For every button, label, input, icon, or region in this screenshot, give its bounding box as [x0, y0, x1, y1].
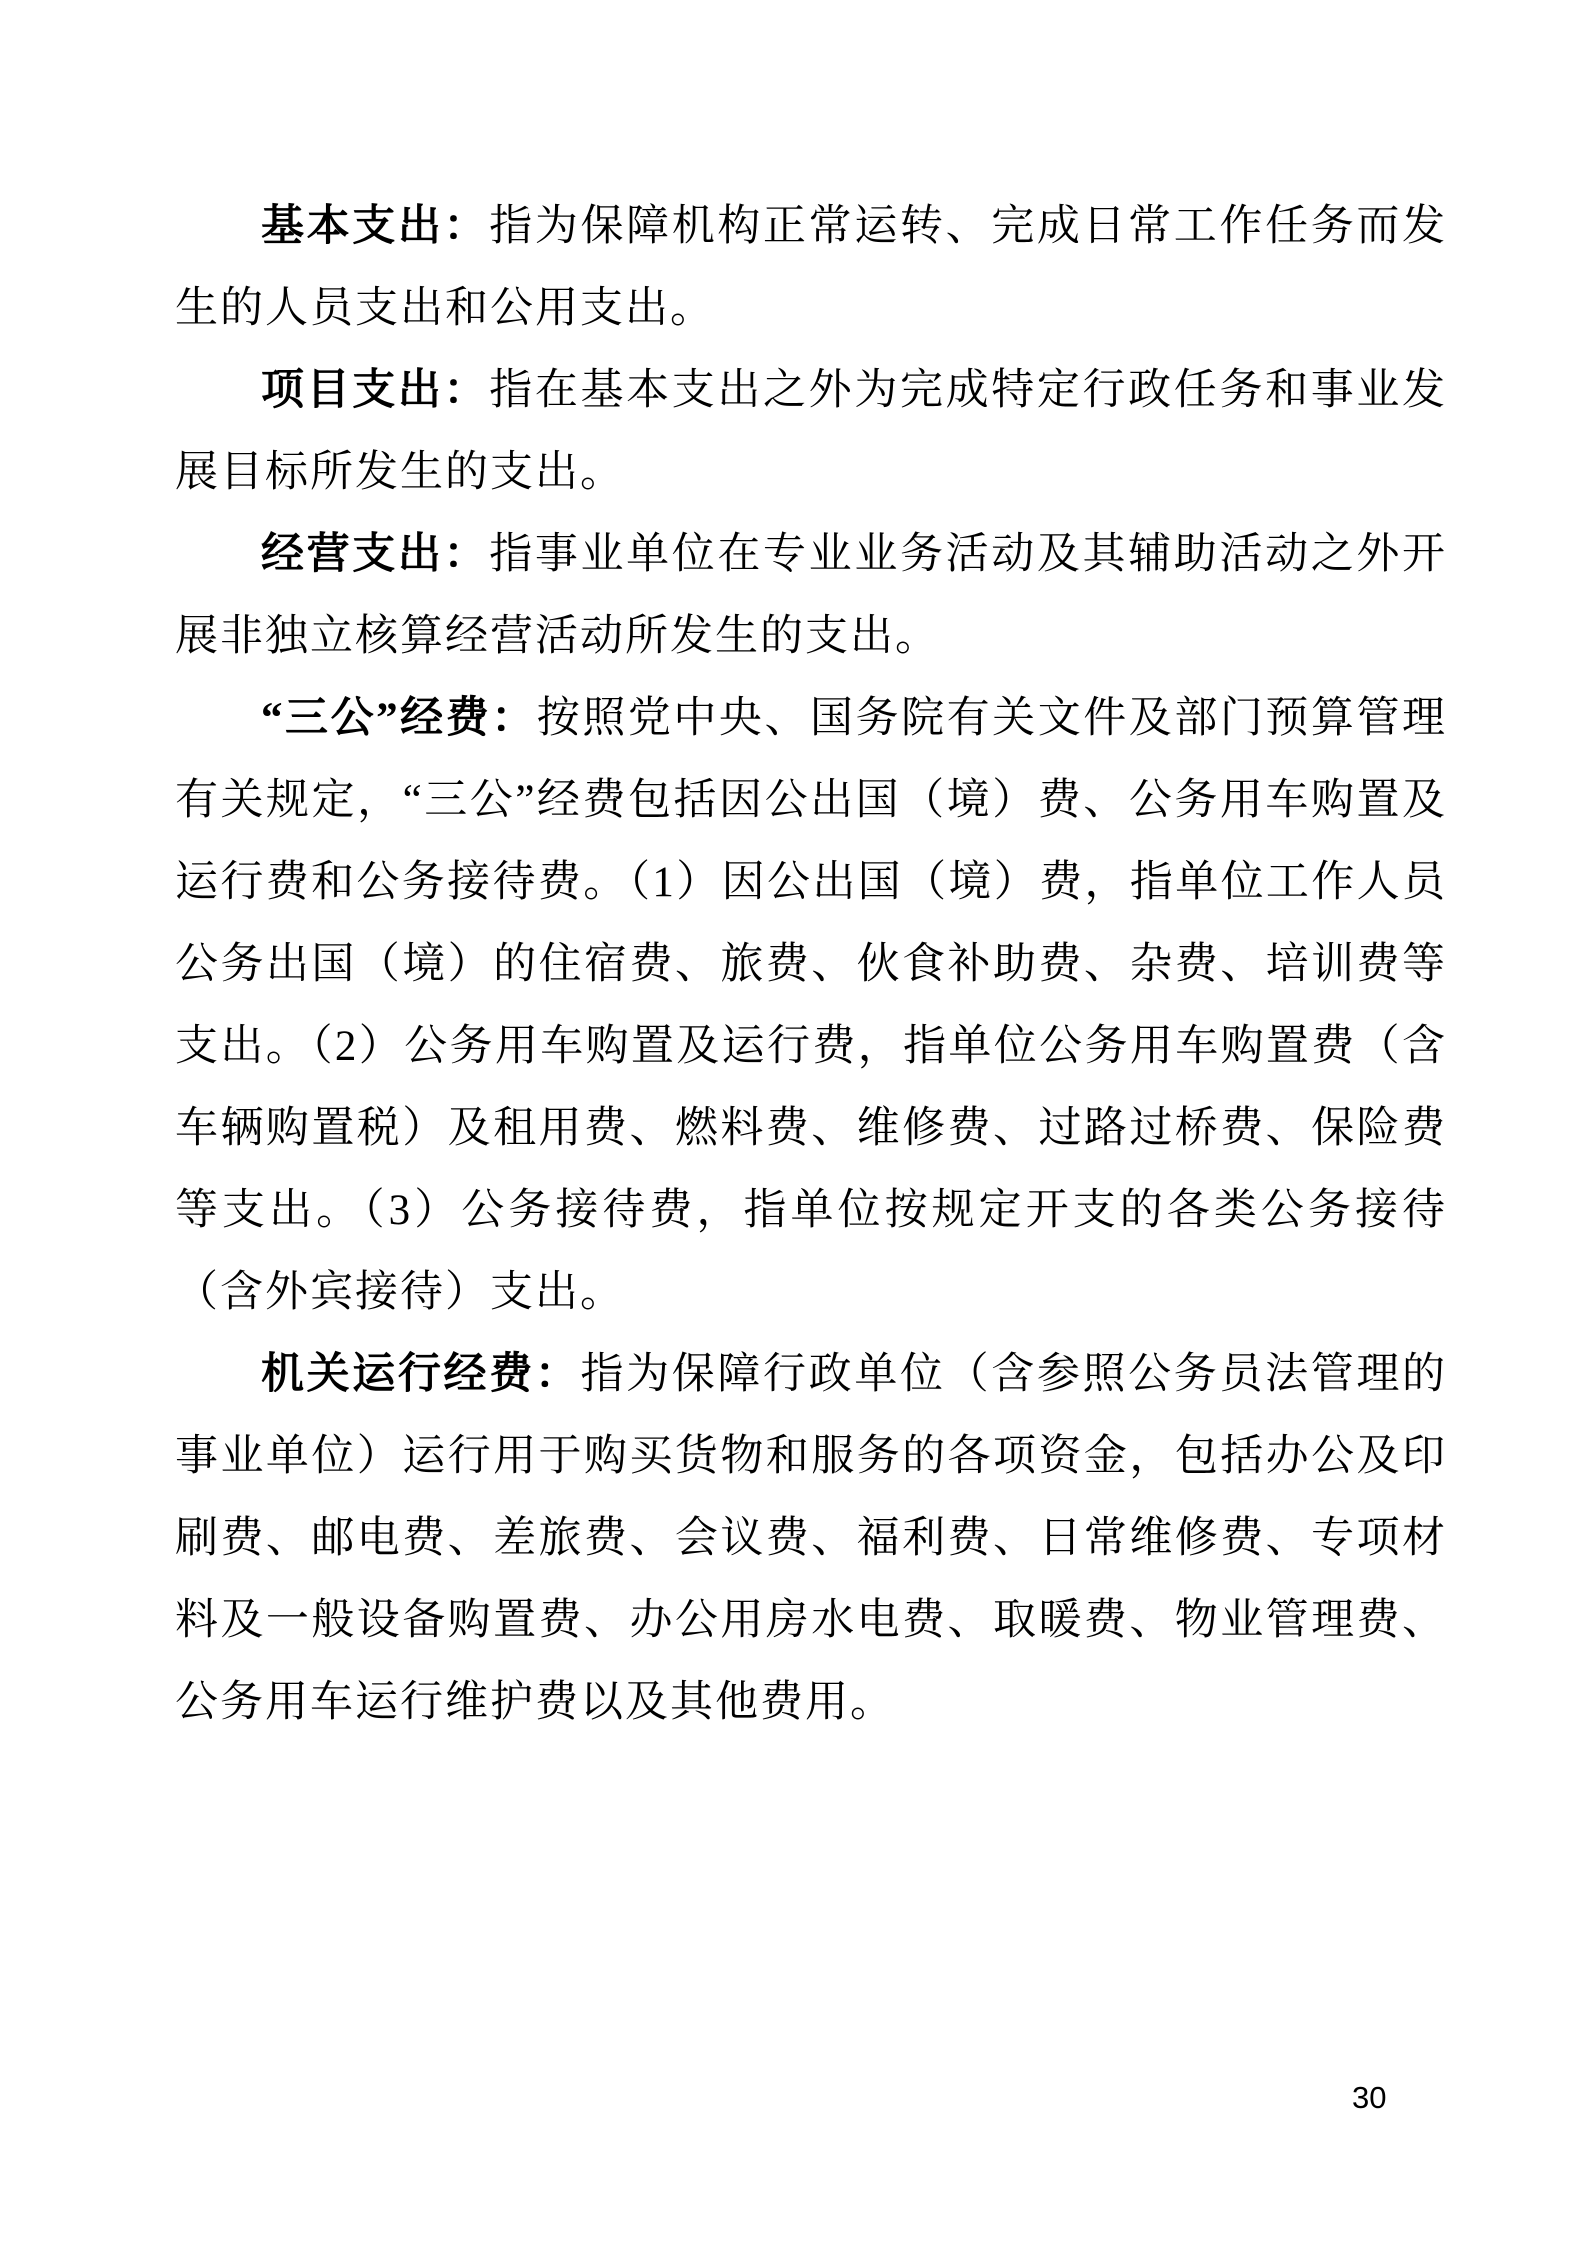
paragraph-agency-operating-funds	[175, 1334, 1447, 1744]
term-definition: 指在基本支出之外为完成特定行政任务和事业发展目标所发生的支出。	[175, 367, 1448, 496]
term-label: 机关运行经费：	[261, 1351, 581, 1398]
paragraph-project-expenditure	[175, 350, 1447, 514]
term-label: 基本支出：	[261, 203, 490, 250]
term-definition: 指为保障机构正常运转、完成日常工作任务而发生的人员支出和公用支出。	[175, 203, 1448, 332]
paragraph-operating-expenditure	[175, 514, 1447, 678]
term-definition: 指为保障行政单位（含参照公务员法管理的事业单位）运行用于购买货物和服务的各项资金，包括办公及印刷费、邮电费、差旅费、会议费、福利费、日常维修费、专项材料及一般设备购置费、办公用房水电费、取暖费、物业管理费、公务用车运行维护费以及其他费用。	[175, 1351, 1448, 1726]
page-number: 30	[1352, 2080, 1387, 2115]
paragraph-basic-expenditure	[175, 186, 1447, 350]
term-label: 经营支出：	[261, 531, 490, 578]
term-definition: 按照党中央、国务院有关文件及部门预算管理有关规定，“三公”经费包括因公出国（境）费、公务用车购置及运行费和公务接待费。（1）因公出国（境）费，指单位工作人员公务出国（境）的住宿费、旅费、伙食补助费、杂费、培训费等支出。（2）公务用车购置及运行费，指单位公务用车购置费（含车辆购置税）及租用费、燃料费、维修费、过路过桥费、保险费等支出。（3）公务接待费，指单位按规定开支的各类公务接待（含外宾接待）支出。	[175, 695, 1448, 1316]
term-label: 项目支出：	[261, 367, 490, 414]
document-body	[175, 186, 1447, 1744]
term-definition: 指事业单位在专业业务活动及其辅助活动之外开展非独立核算经营活动所发生的支出。	[175, 531, 1448, 660]
term-label: “三公”经费：	[261, 695, 537, 742]
paragraph-three-public-funds	[175, 678, 1447, 1334]
